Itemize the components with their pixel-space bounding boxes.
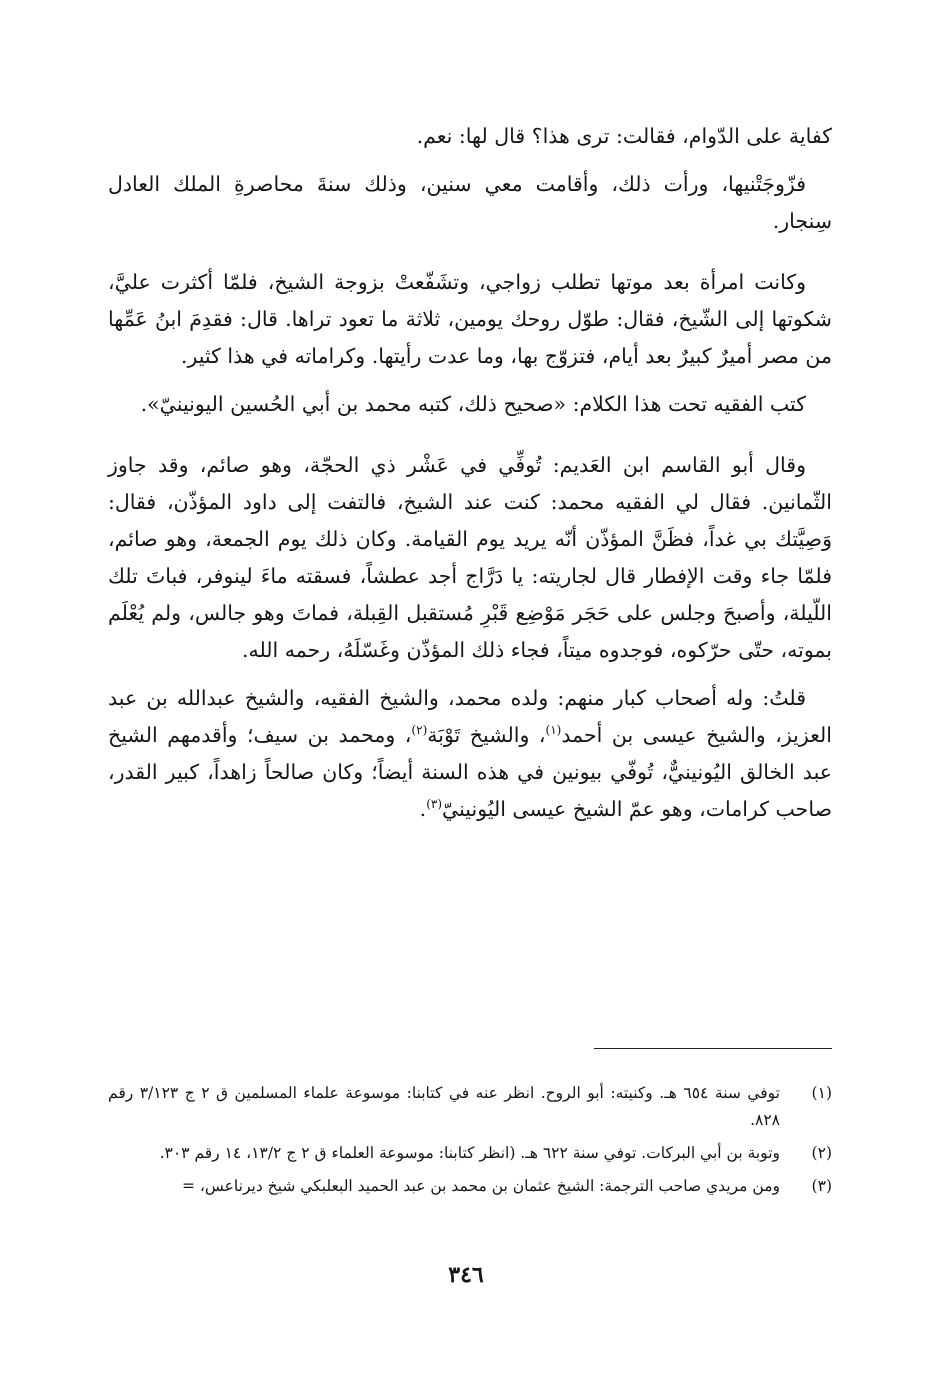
footnote-ref-2: (٢) — [411, 723, 428, 738]
footnotes — [108, 1080, 832, 1206]
paragraph-6-part-a: قلتُ: وله أصحاب كبار منهم: ولده محمد، والشيخ الفقيه، والشيخ عبدالله بن عبد العزيز، والشيخ عيسى بن أحمد — [108, 686, 832, 747]
paragraph-6 — [108, 680, 832, 828]
footnote-text: توفي سنة ٦٥٤ هـ. وكنيته: أبو الروح. انظر عنه في كتابنا: موسوعة علماء المسلمين ق ٢ ج ٣/١٢٣ رقم ٨٢٨. — [108, 1084, 780, 1129]
footnote-number: (٣) — [811, 1177, 832, 1195]
page-number: ٣٤٦ — [448, 1262, 484, 1288]
footnote-divider — [594, 1048, 832, 1049]
footnote-number: (٢) — [811, 1144, 832, 1162]
paragraph-6-part-b: ، والشيخ تَوْبَة — [427, 723, 546, 747]
paragraph-3: وكانت امرأة بعد موتها تطلب زواجي، وتشَفّعتْ بزوجة الشيخ، فلمّا أكثرت عليَّ، شكوتها إلى الشّيخ، فقال: طوّل روحك يومين، ثلاثة ما تعود تراها. قال: فقدِمَ ابنُ عَمِّها من مصر أميرٌ كبيرٌ بعد أيام، فتزوّج بها، وما عدت رأيتها. وكراماته في هذا كثير. — [108, 270, 832, 368]
footnote-ref-1: (١) — [545, 723, 562, 738]
main-text — [108, 118, 832, 839]
footnote-1 — [108, 1080, 832, 1134]
paragraph-1: كفاية على الدّوام، فقالت: ترى هذا؟ قال لها: نعم. — [416, 124, 832, 148]
footnote-number: (١) — [811, 1084, 832, 1102]
footnote-text: ومن مريدي صاحب الترجمة: الشيخ عثمان بن محمد بن عبد الحميد البعلبكي شيخ ديرناعس، = — [182, 1177, 780, 1195]
footnote-3 — [108, 1173, 832, 1200]
footnote-2 — [108, 1140, 832, 1167]
paragraph-6-part-d: . — [419, 797, 427, 821]
paragraph-2: فزّوجَتْنيها، ورأت ذلك، وأقامت معي سنين، وذلك سنةَ محاصرةِ الملك العادل سِنجار. — [108, 172, 832, 233]
footnote-text: وتوبة بن أبي البركات. توفي سنة ٦٢٢ هـ. (انظر كتابنا: موسوعة العلماء ق ٢ ج ١٣/٢، ١٤ رقم ٣٠٣. — [159, 1144, 780, 1162]
footnote-ref-3: (٣) — [426, 797, 443, 812]
paragraph-4: كتب الفقيه تحت هذا الكلام: «صحيح ذلك، كتبه محمد بن أبي الحُسين اليونينيّ». — [140, 392, 806, 416]
paragraph-5: وقال أبو القاسم ابن العَديم: تُوفِّي في عَشْر ذي الحجّة، وهو صائم، وقد جاوز الثّمانين. فقال لي الفقيه محمد: كنت عند الشيخ، فالتفت إلى داود المؤذّن، فقال: وَصِيَّتك بي غداً، فظَنَّ المؤذّن أنّه يريد يوم القيامة. وكان ذلك يوم الجمعة، وهو صائم، فلمّا جاء وقت الإفطار قال لجاريته: يا دَرَّاج أجد عطشاً، فسقته ماءَ لينوفر، فباتَ تلك اللّيلة، وأصبحَ وجلس على حَجَر مَوْضِع قَبْرِ مُستقبل القِبلة، فماتَ وهو جالس، ولم يُعْلَم بموته، حتّى حرّكوه، فوجدوه ميتاً، فجاء ذلك المؤذّن وغَسّلَهُ، رحمه الله. — [108, 453, 832, 662]
paragraph-6-part-c: ، ومحمد بن سيف؛ وأقدمهم الشيخ عبد الخالق اليُونينيٌّ، تُوفّي بيونين في هذه السنة أيضاً؛ وكان صالحاً زاهداً، كبير القدر، صاحب كرامات، وهو عمّ الشيخ عيسى اليُونينيّ — [108, 723, 832, 821]
